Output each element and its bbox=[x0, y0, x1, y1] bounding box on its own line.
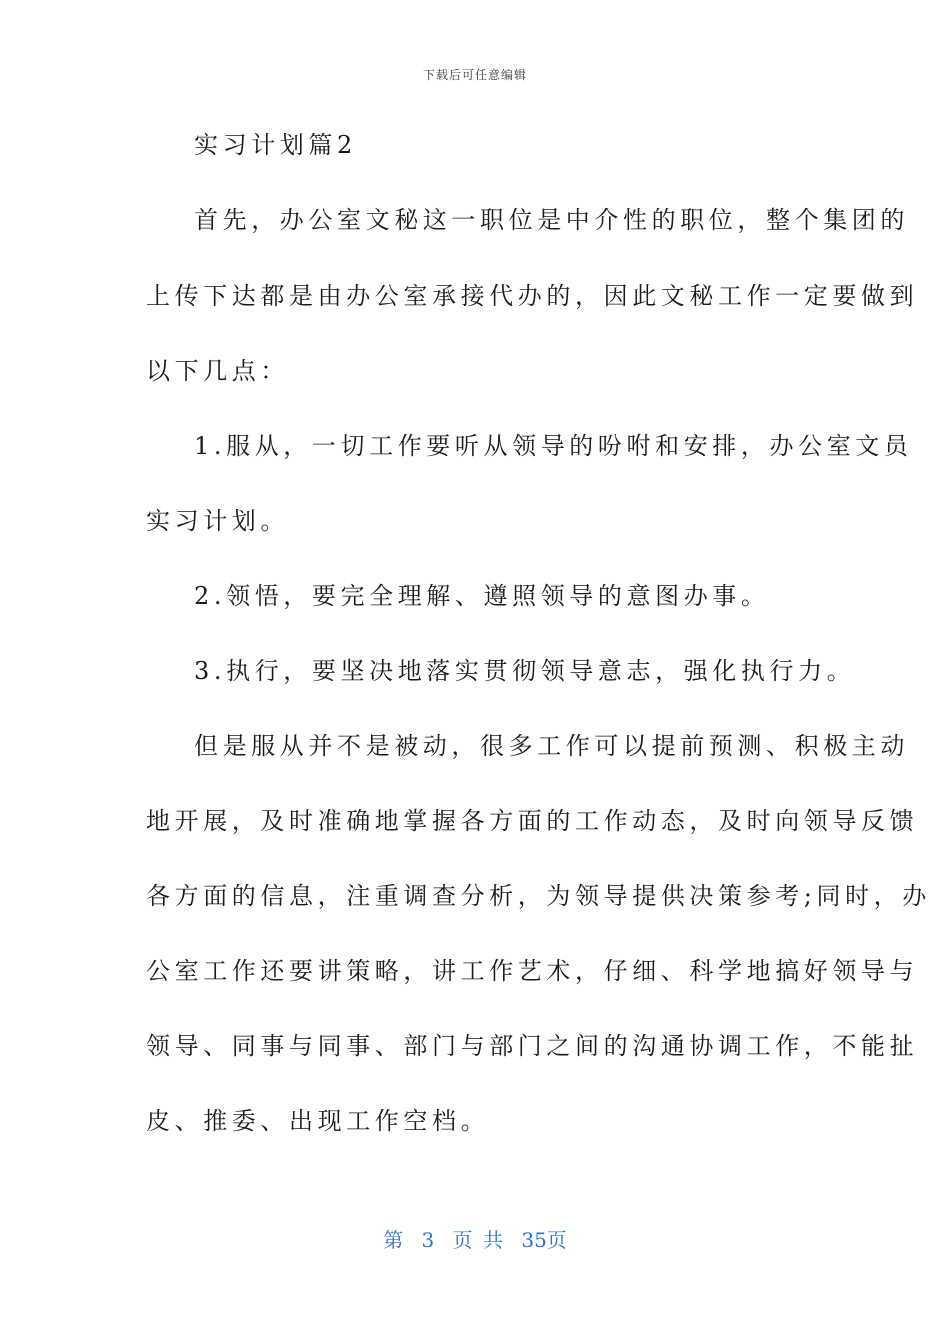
paragraph-line: 领导、同事与同事、部门与部门之间的沟通协调工作，不能扯 bbox=[146, 1032, 919, 1060]
list-item-line: 实习计划。 bbox=[146, 507, 289, 535]
paragraph-line: 公室工作还要讲策略，讲工作艺术，仔细、科学地搞好领导与 bbox=[146, 957, 919, 985]
section-heading: 实习计划篇2 bbox=[194, 131, 357, 159]
paragraph-line: 以下几点： bbox=[146, 357, 289, 385]
page-header: 下载后可任意编辑 bbox=[422, 68, 527, 82]
footer-prefix: 第 bbox=[383, 1228, 404, 1252]
paragraph-line: 皮、推委、出现工作空档。 bbox=[146, 1107, 490, 1135]
paragraph-line: 上传下达都是由办公室承接代办的，因此文秘工作一定要做到 bbox=[146, 282, 919, 310]
list-item-line: 3.执行，要坚决地落实贯彻领导意志，强化执行力。 bbox=[194, 657, 856, 685]
total-pages: 35页 bbox=[521, 1228, 567, 1252]
footer-mid: 页 共 bbox=[452, 1228, 503, 1252]
paragraph-line: 但是服从并不是被动，很多工作可以提前预测、积极主动 bbox=[194, 732, 909, 760]
current-page-number: 3 bbox=[421, 1228, 435, 1252]
paragraph-line: 各方面的信息，注重调查分析，为领导提供决策参考;同时，办 bbox=[146, 882, 931, 910]
list-item-line: 1.服从，一切工作要听从领导的吩咐和安排，办公室文员 bbox=[194, 432, 913, 460]
list-item-line: 2.领悟，要完全理解、遵照领导的意图办事。 bbox=[194, 582, 770, 610]
paragraph-line: 地开展，及时准确地掌握各方面的工作动态，及时向领导反馈 bbox=[146, 807, 919, 835]
paragraph-line: 首先，办公室文秘这一职位是中介性的职位，整个集团的 bbox=[194, 206, 909, 234]
page-footer bbox=[0, 1224, 950, 1253]
